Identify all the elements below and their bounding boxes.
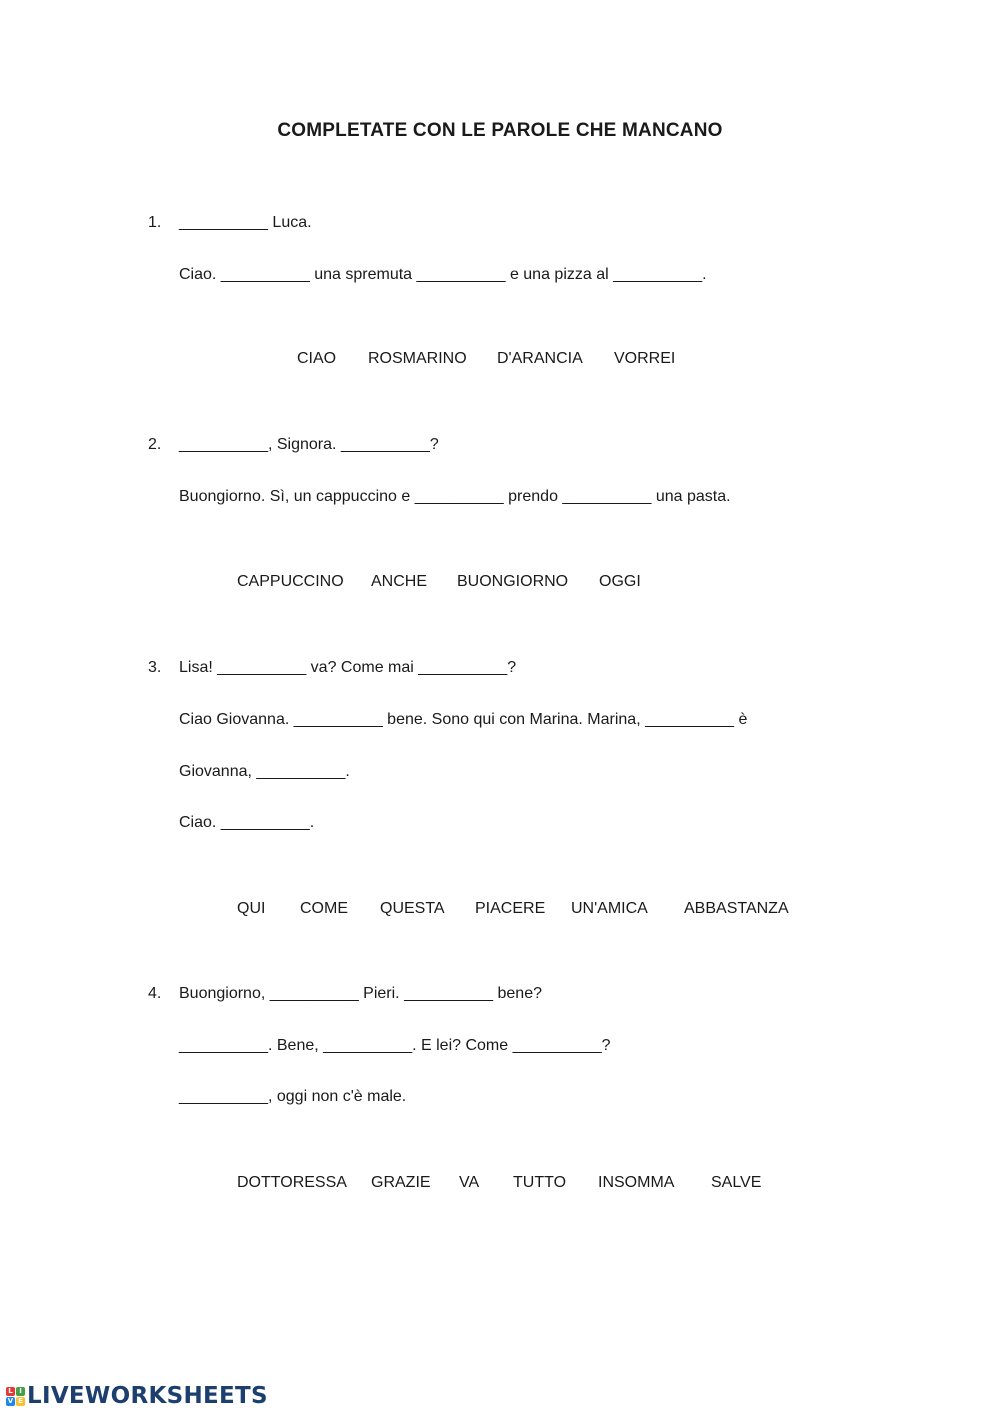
exercise-line: __________ Luca.: [179, 214, 312, 231]
exercise-line: Buongiorno. Sì, un cappuccino e __________ prendo __________ una pasta.: [179, 488, 731, 505]
exercise-number: 4.: [148, 985, 162, 1002]
word-bank-item: OGGI: [599, 573, 641, 590]
word-bank-item: COME: [300, 900, 348, 917]
exercise-line: __________. Bene, __________. E lei? Come __________?: [179, 1037, 611, 1054]
word-bank-item: PIACERE: [475, 900, 546, 917]
word-bank-item: CAPPUCCINO: [237, 573, 344, 590]
exercise-line: Ciao. __________.: [179, 814, 315, 831]
word-bank-item: ROSMARINO: [368, 350, 467, 367]
liveworksheets-logo-icon: [6, 1387, 25, 1406]
exercise-number: 1.: [148, 214, 162, 231]
word-bank-item: QUESTA: [380, 900, 445, 917]
word-bank-item: INSOMMA: [598, 1174, 675, 1191]
word-bank-item: SALVE: [711, 1174, 762, 1191]
exercise-line: Lisa! __________ va? Come mai __________?: [179, 659, 517, 676]
liveworksheets-logo[interactable]: [6, 1382, 268, 1410]
word-bank-item: VA: [459, 1174, 480, 1191]
exercise-line: Buongiorno, __________ Pieri. __________ bene?: [179, 985, 542, 1002]
exercise-line: Ciao Giovanna. __________ bene. Sono qui con Marina. Marina, __________ è: [179, 711, 748, 728]
word-bank-item: GRAZIE: [371, 1174, 431, 1191]
word-bank-item: UN'AMICA: [571, 900, 648, 917]
word-bank-item: VORREI: [614, 350, 676, 367]
page-title: COMPLETATE CON LE PAROLE CHE MANCANO: [277, 120, 723, 141]
exercise-line: __________, oggi non c'è male.: [179, 1088, 407, 1105]
exercise-number: 2.: [148, 436, 162, 453]
word-bank-item: CIAO: [297, 350, 337, 367]
word-bank-item: QUI: [237, 900, 266, 917]
exercise-line: Giovanna, __________.: [179, 763, 350, 780]
logo-text: LIVEWORKSHEETS: [27, 1383, 268, 1409]
word-bank-item: D'ARANCIA: [497, 350, 583, 367]
word-bank-item: DOTTORESSA: [237, 1174, 347, 1191]
word-bank-item: TUTTO: [513, 1174, 567, 1191]
logo-letter-e: E: [16, 1397, 25, 1406]
exercise-number: 3.: [148, 659, 162, 676]
logo-letter-v: V: [7, 1396, 14, 1405]
word-bank-item: ABBASTANZA: [684, 900, 789, 917]
word-bank-item: BUONGIORNO: [457, 573, 569, 590]
exercise-line: __________, Signora. __________?: [179, 436, 439, 453]
logo-letter-l: L: [6, 1387, 15, 1396]
exercise-line: Ciao. __________ una spremuta __________ e una pizza al __________.: [179, 266, 707, 283]
logo-letter-i: I: [16, 1387, 25, 1396]
word-bank-item: ANCHE: [371, 573, 428, 590]
